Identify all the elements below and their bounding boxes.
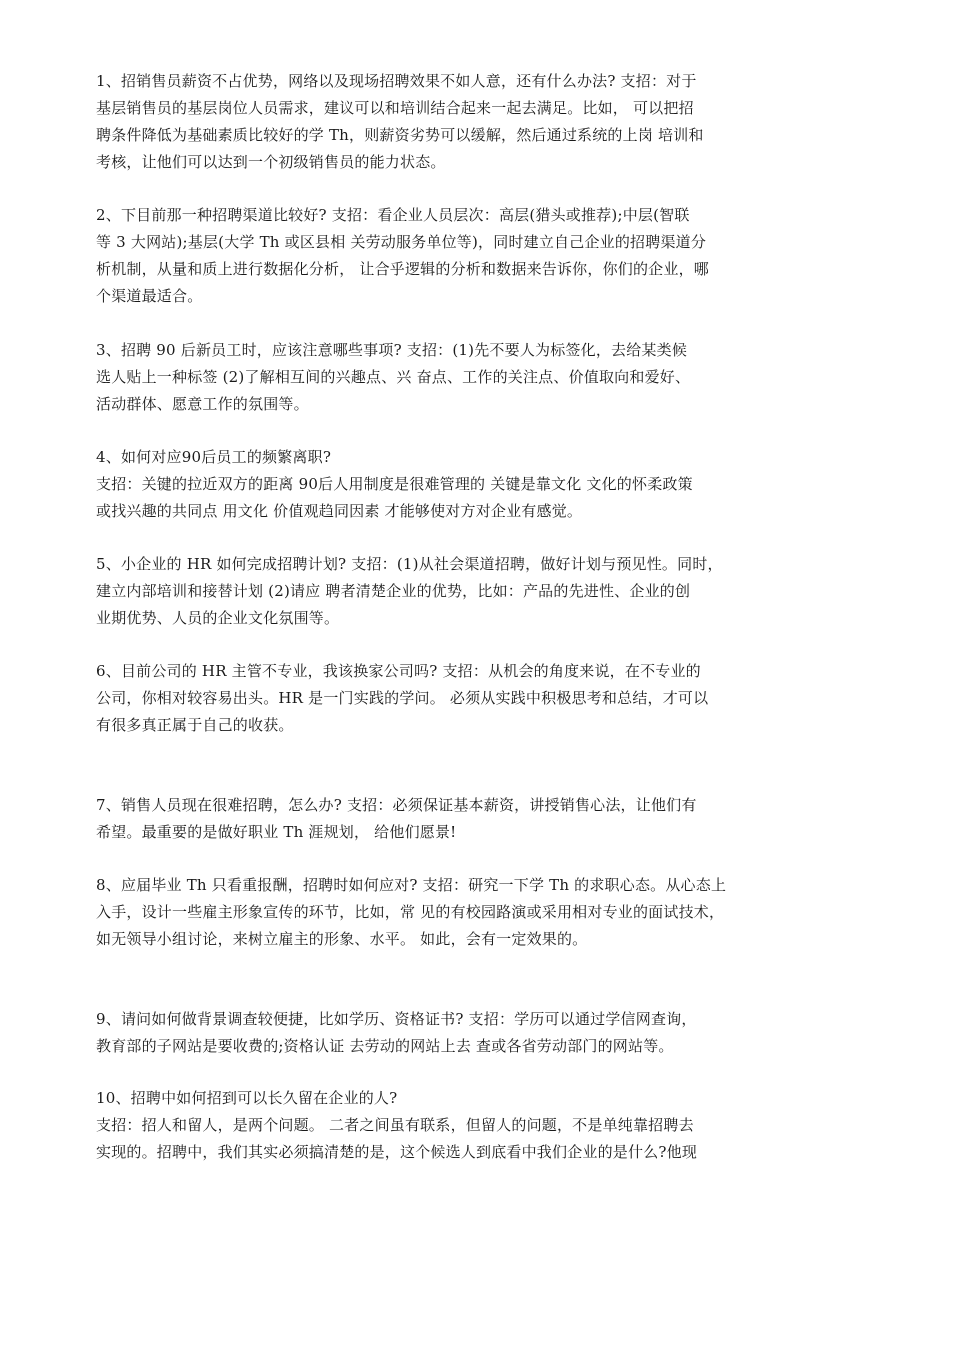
text-line: 公司，你相对较容易出头。HR 是一门实践的学问。 必须从实践中积极思考和总结，才可以 [96,689,709,707]
qa-item-6 [96,658,856,739]
text-line: 实现的。招聘中，我们其实必须搞清楚的是，这个候选人到底看中我们企业的是什么?他现 [96,1143,698,1161]
text-line: 建立内部培训和接替计划 (2)请应 聘者清楚企业的优势，比如：产品的先进性、企业的创 [96,582,691,600]
text-line: 基层销售员的基层岗位人员需求，建议可以和培训结合起来一起去满足。比如， 可以把招 [96,99,694,117]
text-line: 如无领导小组讨论，来树立雇主的形象、水平。 如此，会有一定效果的。 [96,930,588,948]
text-line: 入手，设计一些雇主形象宣传的环节，比如，常 见的有校园路演或采用相对专业的面试技术， [96,903,725,921]
qa-item-4 [96,444,856,525]
text-line: 活动群体、愿意工作的氛围等。 [96,395,309,413]
text-line: 8、应届毕业 Th 只看重报酬，招聘时如何应对? 支招：研究一下学 Th 的求职心态。从心态上 [96,876,727,894]
qa-item-5 [96,551,856,632]
text-line: 9、请问如何做背景调查较便捷，比如学历、资格证书? 支招：学历可以通过学信网查询， [96,1010,697,1028]
text-line: 析机制，从量和质上进行数据化分析， 让合乎逻辑的分析和数据来告诉你，你们的企业，哪 [96,260,709,278]
text-line: 业期优势、人员的企业文化氛围等。 [96,609,340,627]
qa-item-1 [96,68,856,176]
text-line: 10、招聘中如何招到可以长久留在企业的人? [96,1089,398,1107]
qa-item-3 [96,337,856,418]
qa-item-8 [96,872,856,953]
text-line: 3、招聘 90 后新员工时，应该注意哪些事项? 支招：(1)先不要人为标签化，去给某类候 [96,341,688,359]
text-line: 有很多真正属于自己的收获。 [96,716,294,734]
text-line: 1、招销售员薪资不占优势，网络以及现场招聘效果不如人意，还有什么办法? 支招：对于 [96,72,697,90]
text-line: 支招：关键的拉近双方的距离 90后人用制度是很难管理的 关键是靠文化 文化的怀柔政策 [96,475,693,493]
text-line: 希望。最重要的是做好职业 Th 涯规划， 给他们愿景! [96,823,457,841]
qa-item-7 [96,792,856,846]
text-line: 6、目前公司的 HR 主管不专业，我该换家公司吗? 支招：从机会的角度来说，在不专业的 [96,662,701,680]
qa-item-2 [96,202,856,310]
text-line: 选人贴上一种标签 (2)了解相互间的兴趣点、兴 奋点、工作的关注点、价值取向和爱好、 [96,368,691,386]
text-line: 个渠道最适合。 [96,287,203,305]
text-line: 考核，让他们可以达到一个初级销售员的能力状态。 [96,153,446,171]
text-line: 聘条件降低为基础素质比较好的学 Th，则薪资劣势可以缓解，然后通过系统的上岗 培训和 [96,126,704,144]
text-line: 5、小企业的 HR 如何完成招聘计划? 支招：(1)从社会渠道招聘，做好计划与预见性。同时， [96,555,723,573]
text-line: 4、如何对应90后员工的频繁离职? [96,448,332,466]
text-line: 或找兴趣的共同点 用文化 价值观趋同因素 才能够使对方对企业有感觉。 [96,502,583,520]
qa-item-10 [96,1085,856,1166]
text-line: 支招：招人和留人，是两个问题。 二者之间虽有联系，但留人的问题，不是单纯靠招聘去 [96,1116,694,1134]
qa-item-9 [96,1006,856,1060]
text-line: 2、下目前那一种招聘渠道比较好? 支招：看企业人员层次：高层(猎头或推荐);中层(智联 [96,206,690,224]
text-line: 7、销售人员现在很难招聘，怎么办? 支招：必须保证基本薪资，讲授销售心法，让他们有 [96,796,697,814]
text-line: 教育部的子网站是要收费的;资格认证 去劳动的网站上去 查或各省劳动部门的网站等。 [96,1037,674,1055]
text-line: 等 3 大网站);基层(大学 Th 或区县相 关劳动服务单位等)，同时建立自己企业的招聘渠道分 [96,233,707,251]
